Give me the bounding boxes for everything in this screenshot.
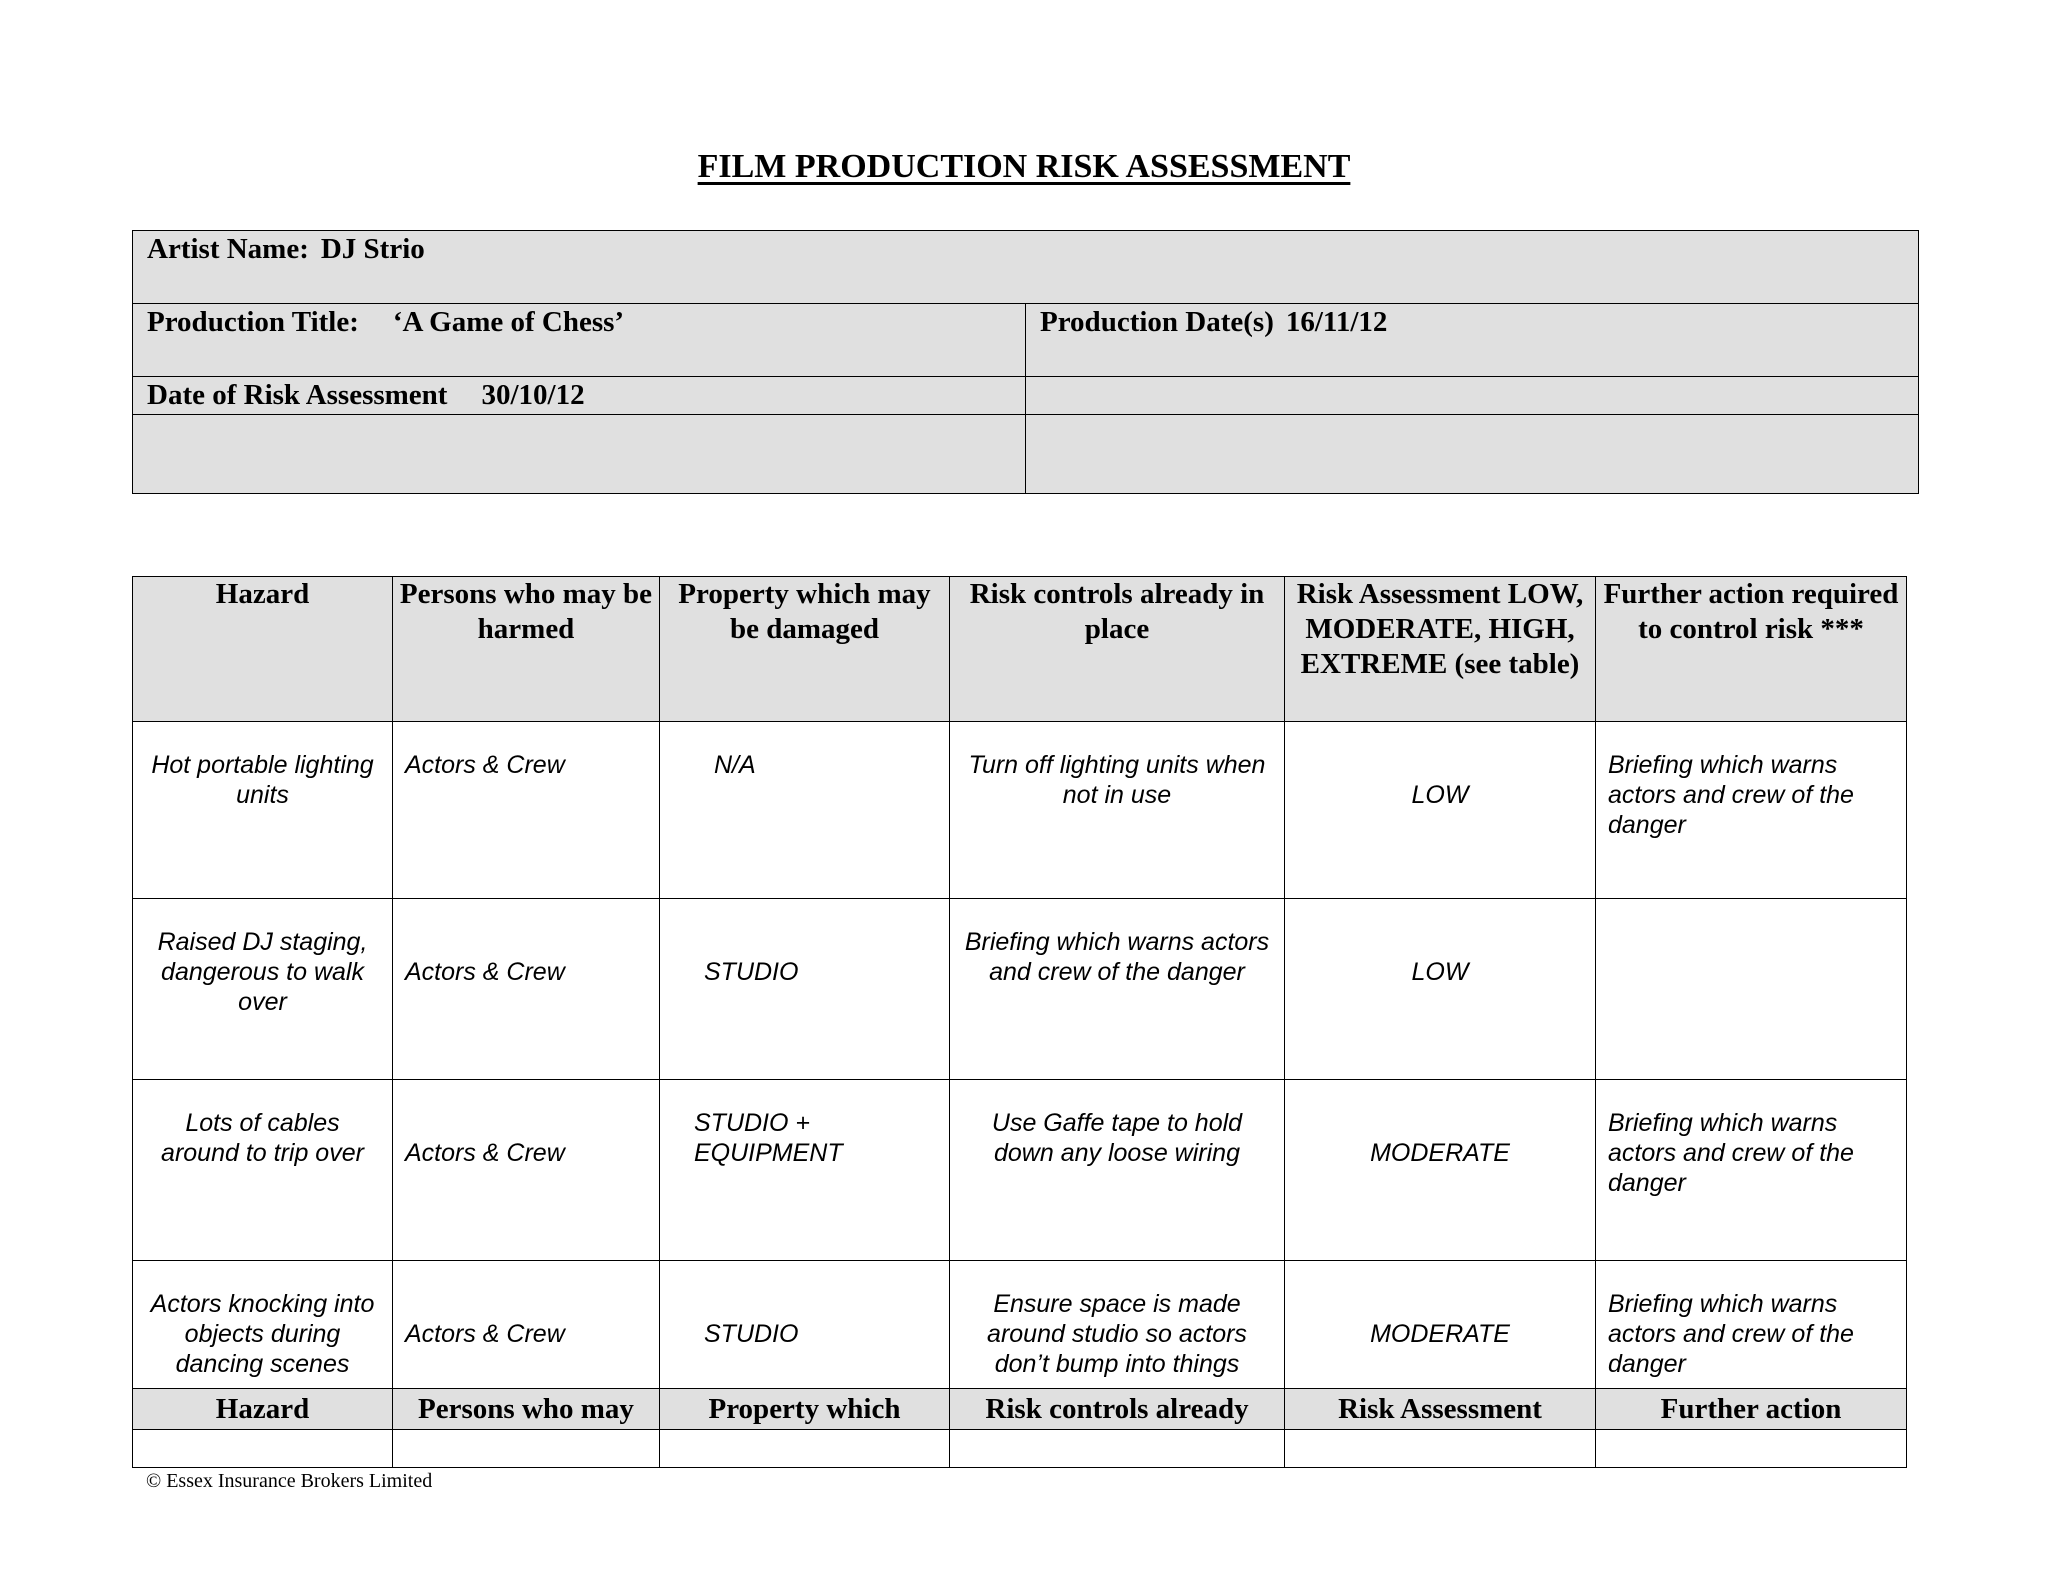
- persons-cell: Actors & Crew: [393, 899, 660, 1080]
- property-cell: STUDIO: [660, 899, 950, 1080]
- production-title-label: Production Title:: [147, 306, 359, 338]
- further-action-cell: Briefing which warns actors and crew of the danger: [1596, 722, 1907, 899]
- assessment-cell: LOW: [1285, 722, 1596, 899]
- persons-cell: Actors & Crew: [393, 1261, 660, 1468]
- risk-assessment-date-value: 30/10/12: [481, 379, 585, 411]
- assessment-cell: MODERATE: [1285, 1080, 1596, 1261]
- assessment-cell: LOW: [1285, 899, 1596, 1080]
- property-cell: STUDIO: [660, 1261, 950, 1468]
- controls-cell: Turn off lighting units when not in use: [950, 722, 1285, 899]
- repeat-header-property: Property which: [660, 1389, 950, 1430]
- controls-cell: Briefing which warns actors and crew of the danger: [950, 899, 1285, 1080]
- document-title: FILM PRODUCTION RISK ASSESSMENT: [697, 148, 1351, 185]
- hazard-cell: Raised DJ staging, dangerous to walk over: [133, 899, 393, 1080]
- risk-assessment-date-label: Date of Risk Assessment: [147, 379, 448, 411]
- artist-name-cell: [133, 231, 1919, 304]
- empty-info-cell: [133, 415, 1026, 494]
- table-row: [133, 1261, 1907, 1468]
- table-row: [133, 722, 1907, 899]
- production-dates-label: Production Date(s): [1040, 306, 1274, 338]
- table-row: [133, 899, 1907, 1080]
- header-controls: Risk controls already in place: [950, 577, 1285, 722]
- further-action-cell: [1596, 899, 1907, 1080]
- empty-info-cell: [1026, 377, 1919, 415]
- copyright-footer: © Essex Insurance Brokers Limited: [146, 1470, 433, 1492]
- hazard-cell: Lots of cables around to trip over: [133, 1080, 393, 1261]
- repeat-header-row: [133, 1389, 1907, 1430]
- header-assessment: Risk Assessment LOW, MODERATE, HIGH, EXTREME (see table): [1285, 577, 1596, 722]
- property-cell: N/A: [660, 722, 950, 899]
- repeat-header-assessment: Risk Assessment: [1285, 1389, 1596, 1430]
- further-action-cell: Briefing which warns actors and crew of the danger: [1596, 1080, 1907, 1261]
- repeat-header-hazard: Hazard: [133, 1389, 393, 1430]
- production-dates-value: 16/11/12: [1285, 306, 1388, 338]
- header-hazard: Hazard: [133, 577, 393, 722]
- persons-cell: Actors & Crew: [393, 722, 660, 899]
- repeat-header-persons: Persons who may: [393, 1389, 660, 1430]
- empty-info-cell: [1026, 415, 1919, 494]
- production-info-table: [132, 230, 1919, 494]
- artist-name-label: Artist Name:: [147, 233, 309, 265]
- header-property: Property which may be damaged: [660, 577, 950, 722]
- table-row: [133, 1080, 1907, 1261]
- hazard-cell: Actors knocking into objects during dancing scenes: [133, 1261, 393, 1468]
- hazard-cell: Hot portable lighting units: [133, 722, 393, 899]
- risk-assessment-table: [132, 576, 1907, 1468]
- persons-cell: Actors & Crew: [393, 1080, 660, 1261]
- further-action-cell: Briefing which warns actors and crew of the danger: [1596, 1261, 1907, 1468]
- production-title-cell: [133, 304, 1026, 377]
- continued-header-table: [132, 1388, 1907, 1430]
- risk-assessment-date-cell: [133, 377, 1026, 415]
- artist-name-value: DJ Strio: [320, 233, 425, 265]
- header-persons: Persons who may be harmed: [393, 577, 660, 722]
- production-title-value: ‘A Game of Chess’: [392, 306, 625, 338]
- repeat-header-further-action: Further action: [1596, 1389, 1907, 1430]
- assessment-cell: MODERATE: [1285, 1261, 1596, 1468]
- controls-cell: Use Gaffe tape to hold down any loose wiring: [950, 1080, 1285, 1261]
- controls-cell: Ensure space is made around studio so actors don’t bump into things: [950, 1261, 1285, 1468]
- property-cell: STUDIO + EQUIPMENT: [660, 1080, 950, 1261]
- production-dates-cell: [1026, 304, 1919, 377]
- repeat-header-controls: Risk controls already: [950, 1389, 1285, 1430]
- risk-table-header-row: [133, 577, 1907, 722]
- header-further-action: Further action required to control risk ***: [1596, 577, 1907, 722]
